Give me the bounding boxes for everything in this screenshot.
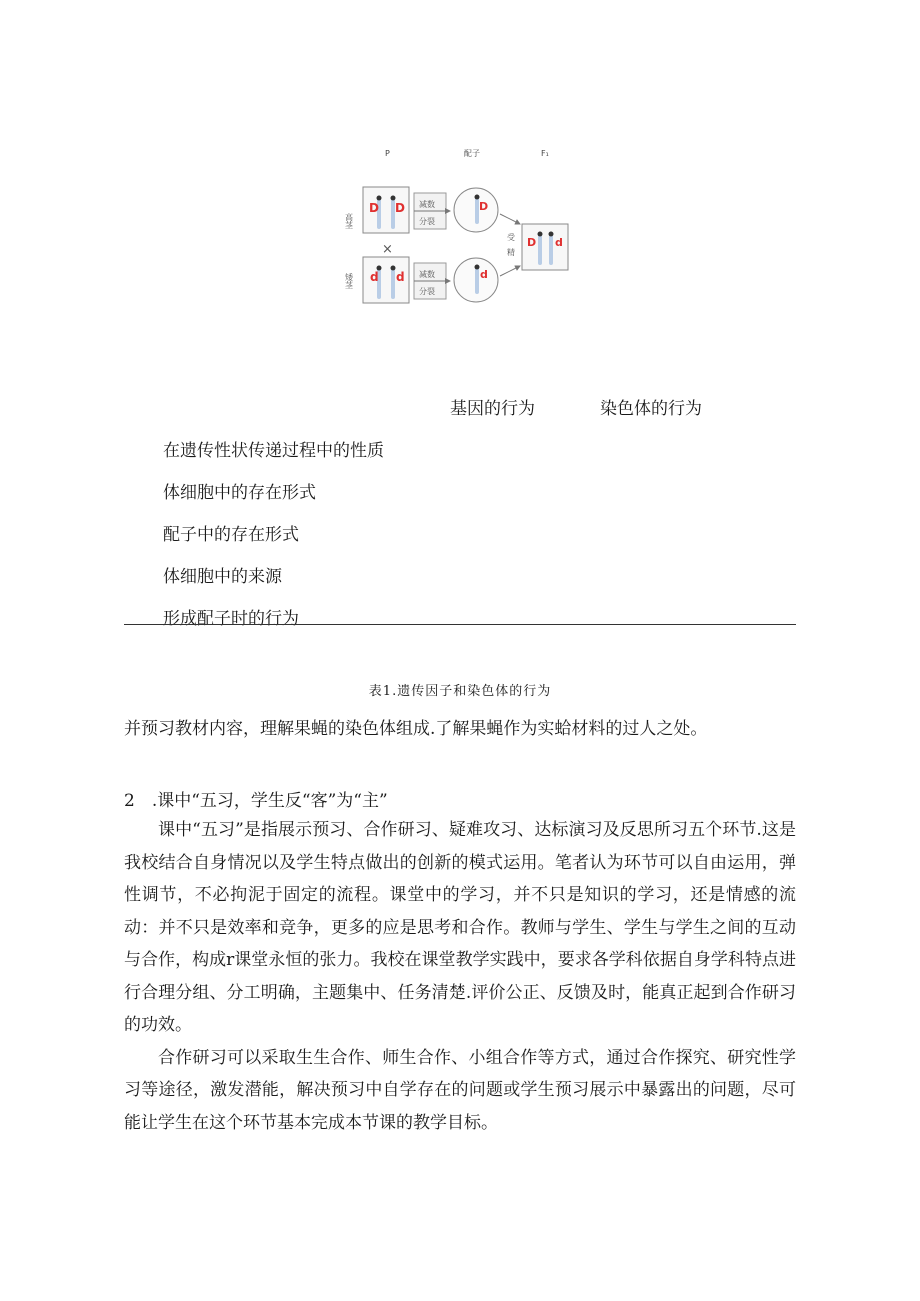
- meiosis-label-2: 减数: [419, 270, 435, 279]
- table-header-chromosome: 染色体的行为: [600, 399, 702, 419]
- table-caption: 表1.遗传因子和染色体的行为: [368, 684, 552, 699]
- meiosis-label-1b: 分裂: [419, 217, 435, 226]
- fertilization-label-b: 精: [507, 248, 515, 257]
- fertilization-arrow-1: [500, 214, 520, 224]
- fertilization-label: 受: [507, 233, 515, 242]
- col-f1-label: F₁: [541, 149, 549, 158]
- section-heading: 2 .课中“五习，学生反“客”为“主”: [124, 791, 388, 811]
- f1-allele-d: d: [555, 236, 563, 249]
- line-after-table: 并预习教材内容，理解果蝇的染色体组成.了解果蝇作为实蛤材料的过人之处。: [124, 719, 708, 739]
- col-p-label: P: [385, 149, 390, 158]
- row1-label: 高茎: [344, 213, 354, 229]
- allele-d-2: d: [396, 270, 405, 284]
- fertilization-arrow-2: [500, 266, 520, 276]
- f1-allele-D: D: [527, 236, 537, 249]
- allele-D-1: D: [369, 201, 379, 215]
- genetics-cross-figure: [340, 140, 580, 325]
- meiosis-label-2b: 分裂: [419, 287, 435, 296]
- table-bottom-rule: [124, 624, 796, 625]
- paragraph-1: 课中“五习”是指展示预习、合作研习、疑难攻习、达标演习及反思所习五个环节.这是我校结合自身情况以及学生特点做出的创新的模式运用。笔者认为环节可以自由运用，弹性调节，不必拘泥于固定的流程。课堂中的学习，并不只是知识的学习，还是情感的流动：并不只是效率和竞争，更多的应是思考和合作。教师与学生、学生与学生之间的互动与合作，构成r课堂永恒的张力。我校在课堂教学实践中，要求各学科依据自身学科特点进行合理分组、分工明确，主题集中、任务清楚.评价公正、反馈及时，能真正起到合作研习的功效。: [124, 820, 796, 1035]
- gamete-allele-d: d: [480, 268, 488, 281]
- row2-label: 矮茎: [344, 273, 354, 289]
- col-gamete-label: 配子: [464, 149, 480, 158]
- table-row: 形成配子时的行为: [163, 609, 299, 629]
- meiosis-label-1: 减数: [419, 200, 435, 209]
- table-row: 体细胞中的存在形式: [163, 483, 316, 503]
- cross-mark: ×: [382, 242, 393, 257]
- paragraph-2: 合作研习可以采取生生合作、师生合作、小组合作等方式，通过合作探究、研究性学习等途径，激发潜能，解决预习中自学存在的问题或学生预习展示中暴露出的问题，尽可能让学生在这个环节基本完成本节课的教学目标。: [124, 1047, 796, 1133]
- allele-D-2: D: [395, 201, 405, 215]
- body-paragraphs: [124, 814, 796, 1139]
- table-header-gene: 基因的行为: [450, 399, 535, 419]
- table-row: 在遗传性状传递过程中的性质: [163, 441, 384, 461]
- table-row: 体细胞中的来源: [163, 567, 282, 587]
- gamete-allele-D: D: [479, 200, 489, 213]
- allele-d-1: d: [370, 270, 379, 284]
- table-row: 配子中的存在形式: [163, 525, 299, 545]
